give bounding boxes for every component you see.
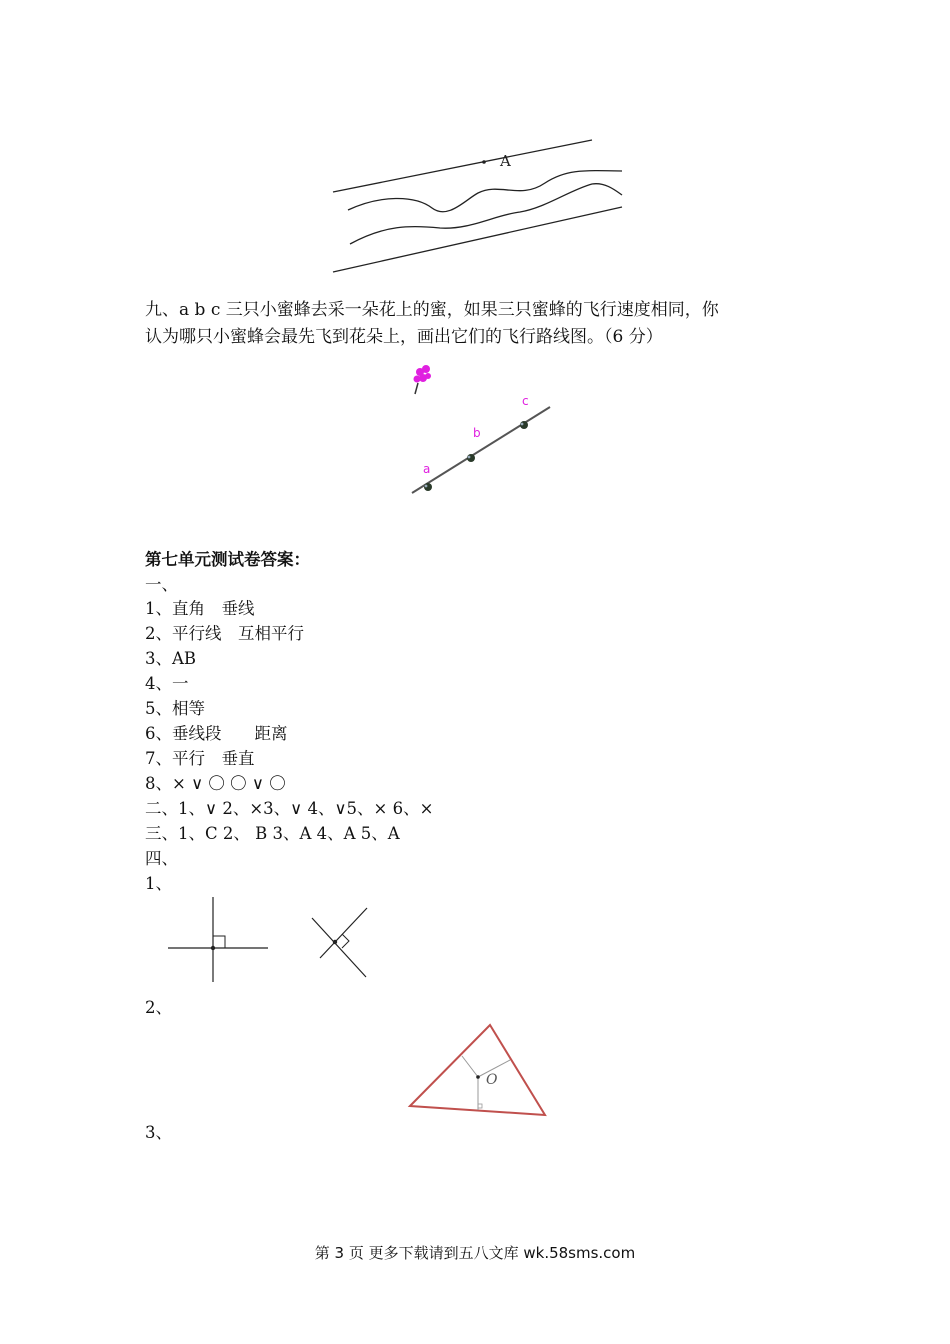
section-2-answers: 二、1、∨ 2、×3、∨ 4、∨5、× 6、× (145, 799, 434, 818)
section-4-heading: 四、 (145, 849, 178, 868)
answer-1-6: 6、垂线段 距离 (145, 724, 288, 743)
answer-1-4: 4、一 (145, 674, 189, 693)
page-footer: 第 3 页 更多下载请到五八文库 wk.58sms.com (314, 1244, 636, 1262)
answer-1-8: 8、× ∨ 〇 〇 ∨ 〇 (145, 774, 286, 793)
answer-1-1: 1、直角 垂线 (145, 599, 255, 618)
section-1-heading: 一、 (145, 575, 178, 594)
bee-label-c: c (522, 394, 529, 408)
item-1-label: 1、 (145, 874, 172, 893)
section-3-answers: 三、1、C 2、 B 3、A 4、A 5、A (145, 824, 400, 843)
question-9-line-2: 认为哪只小蜜蜂会最先飞到花朵上，画出它们的飞行路线图。（6 分） (145, 327, 663, 347)
answers-title: 第七单元测试卷答案： (145, 550, 310, 569)
answer-1-3: 3、AB (145, 649, 197, 668)
point-a-label: A (500, 152, 511, 170)
item-2-label: 2、 (145, 998, 172, 1017)
item-3-label: 3、 (145, 1123, 172, 1142)
question-9-line-1: 九、a b c 三只小蜜蜂去采一朵花上的蜜，如果三只蜜蜂的飞行速度相同，你 (145, 300, 719, 320)
answer-1-2: 2、平行线 互相平行 (145, 624, 304, 643)
triangle-center-label: O (486, 1072, 498, 1088)
answer-1-7: 7、平行 垂直 (145, 749, 255, 768)
bee-label-b: b (473, 426, 481, 440)
answer-1-5: 5、相等 (145, 699, 205, 718)
bee-label-a: a (423, 462, 431, 476)
